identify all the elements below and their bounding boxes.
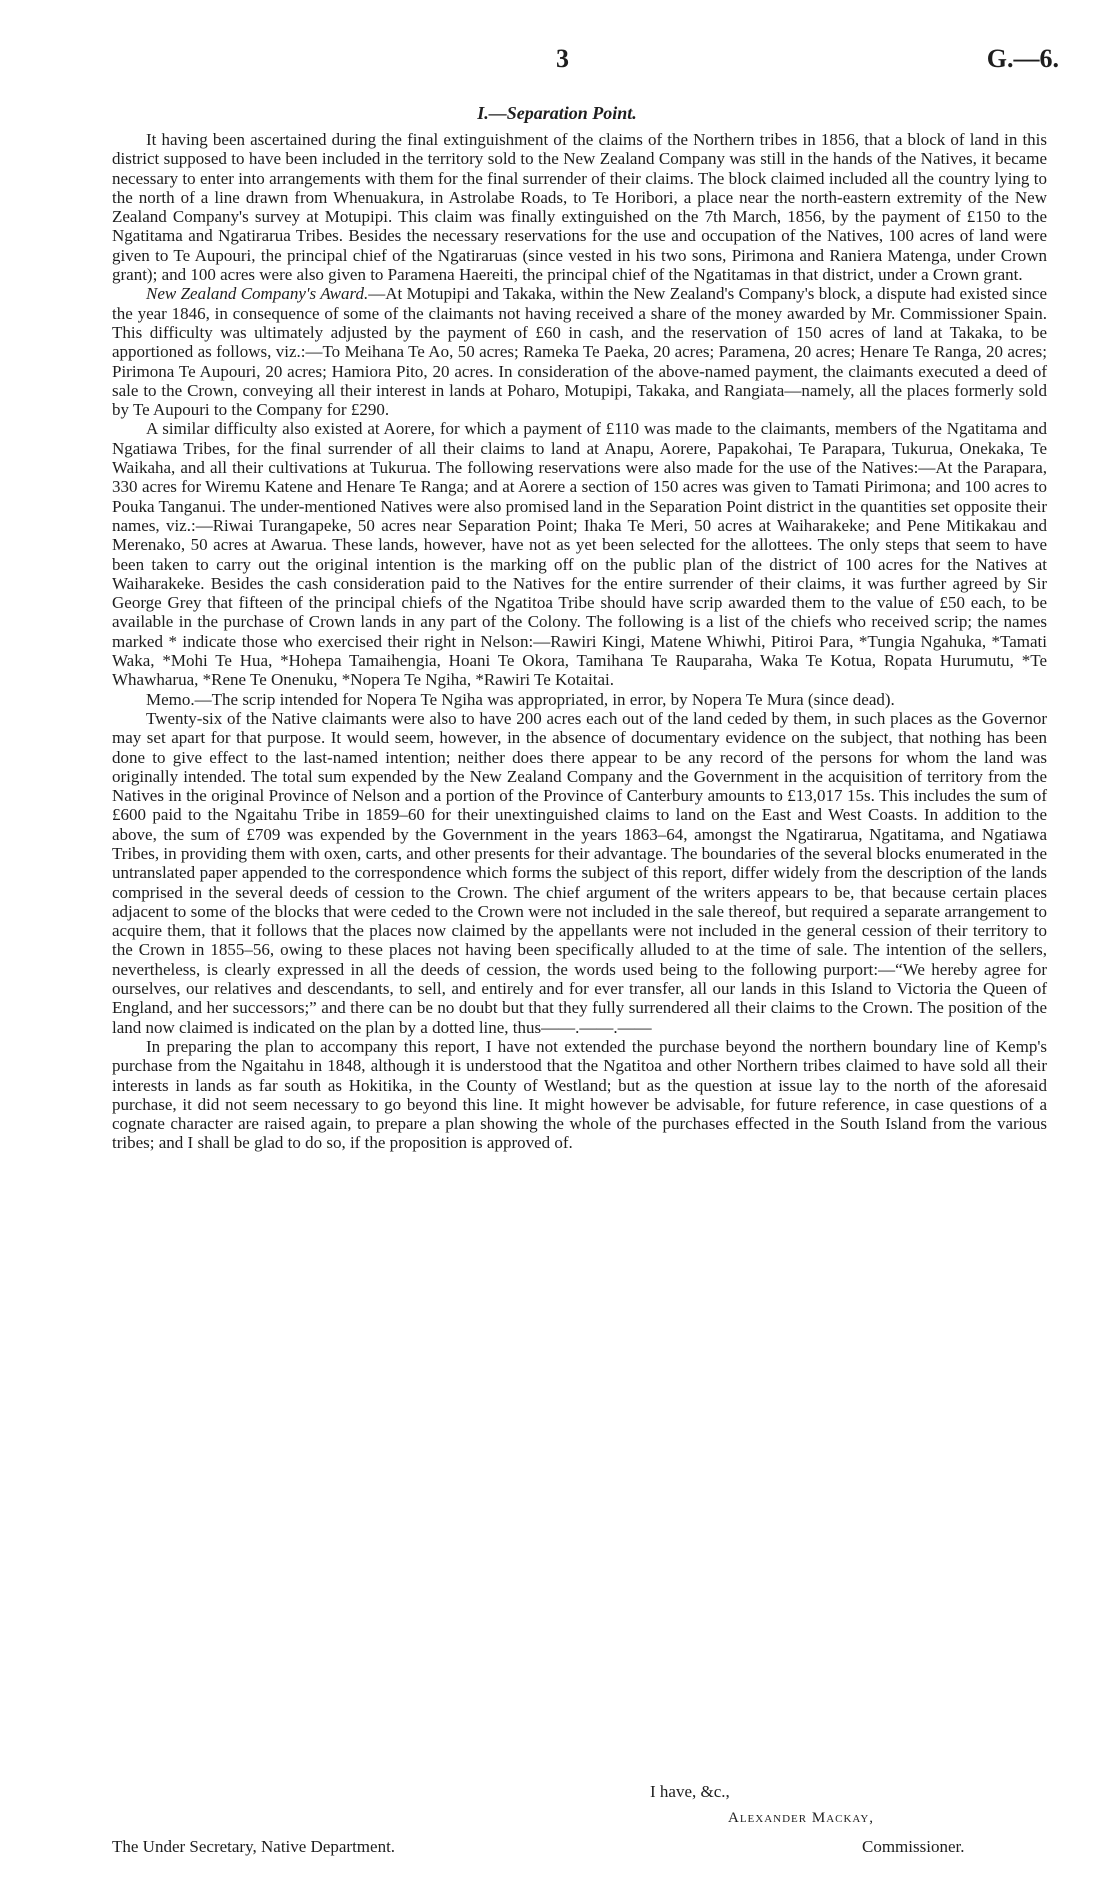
addressee: The Under Secretary, Native Department. <box>112 1837 396 1856</box>
paragraph-native-claimants: Twenty-six of the Native claimants were also to have 200 acres each out of the land ceded by them, in such places as the Governor may set apart for that purpose. It would seem, however, in the absence of documentary evidence on the subject, that nothing has been done to give effect to the last-named intention; neither does there appear to be any record of the persons for whom the land was originally intended. The total sum expended by the New Zealand Company and the Government in the acquisition of territory from the Natives in the original Province of Nelson and a portion of the Province of Canterbury amounts to £13,017 15s. This includes the sum of £600 paid to the Ngaitahu Tribe in 1859–60 for their unextinguished claims to land on the East and West Coasts. In addition to the above, the sum of £709 was expended by the Government in the years 1863–64, amongst the Ngatirarua, Ngatitama, and Ngatiawa Tribes, in providing them with oxen, carts, and other presents for their advantage. The boundaries of the several blocks enumerated in the untranslated paper appended to the correspondence which forms the subject of this report, differ widely from the description of the lands comprised in the several deeds of cession to the Crown. The chief argument of the writers appears to be, that because certain places adjacent to some of the blocks that were ceded to the Crown were not included in the sale thereof, but required a separate arrangement to acquire them, that it follows that the places now claimed by the appellants were not included in the general cession of their territory to the Crown in 1855–56, owing to these places not having been specifically alluded to at the time of sale. The intention of the sellers, nevertheless, is clearly expressed in all the deeds of cession, the words used being to the following purport:—“We hereby agree for ourselves, our relatives and descendants, to sell, and entirely and for ever transfer, all our lands in this Island to Victoria the Queen of England, and her successors;” and there can be no doubt but that they fully surrendered all their claims to the Crown. The position of the land now claimed is indicated on the plan by a dotted line, thus——.——.—— <box>112 708 1047 1037</box>
document-reference: G.—6. <box>986 44 1059 73</box>
report-body <box>112 130 1047 1153</box>
signatory-title: Commissioner. <box>862 1837 965 1856</box>
section-heading: I.—Separation Point. <box>477 103 637 123</box>
signatory-name: Alexander Mackay, <box>728 1810 875 1826</box>
paragraph-company-award-text: —At Motupipi and Takaka, within the New Zealand's Company's block, a dispute had existed since the year 1846, in consequence of some of the claimants not having received a share of the money awarded by Mr. Commissioner Spain. This difficulty was ultimately adjusted by the payment of £60 in cash, and the reservation of 150 acres of land at Takaka, to be apportioned as follows, viz.:—To Meihana Te Ao, 50 acres; Rameka Te Paeka, 20 acres; Paramena, 20 acres; Henare Te Ranga, 20 acres; Pirimona Te Aupouri, 20 acres; Hamiora Pito, 20 acres. In consideration of the above-named payment, the claimants executed a deed of sale to the Crown, conveying all their interest in lands at Poharo, Motupipi, Takaka, and Rangiata—namely, all the places formerly sold by Te Aupouri to the Company for £290. <box>112 284 1047 420</box>
paragraph-aorere: A similar difficulty also existed at Aorere, for which a payment of £110 was made to the claimants, members of the Ngatitama and Ngatiawa Tribes, for the final surrender of all their claims to land at Anapu, Aorere, Papakohai, Te Parapara, Tukurua, Onekaka, Te Waikaha, and all their cultivations at Tukurua. The following reservations were also made for the use of the Natives:—At the Parapara, 330 acres for Wiremu Katene and Henare Te Ranga; and at Aorere a section of 150 acres was given to Tamati Pirimona; and 100 acres to Pouka Tanganui. The under-mentioned Natives were also promised land in the Separation Point district in the quantities set opposite their names, viz.:—Riwai Turangapeke, 50 acres near Separation Point; Ihaka Te Meri, 50 acres at Waiharakeke; and Pene Mitikakau and Merenako, 50 acres at Awarua. These lands, however, have not as yet been selected for the allottees. The only steps that seem to have been taken to carry out the original intention is the marking off on the public plan of the district of 100 acres for the Natives at Waiharakeke. Besides the cash consideration paid to the Natives for the entire surrender of their claims, it was further agreed by Sir George Grey that fifteen of the principal chiefs of the Ngatitoa Tribe should have scrip awarded them to the value of £50 each, to be available in the purchase of Crown lands in any part of the Colony. The following is a list of the chiefs who received scrip; the names marked * indicate those who exercised their right in Nelson:—Rawiri Kingi, Matene Whiwhi, Pitiroi Para, *Tungia Ngahuka, *Tamati Waka, *Mohi Te Hua, *Hohepa Tamaihengia, Hoani Te Okora, Tamihana Te Rauparaha, Waka Te Kotua, Ropata Hurumutu, *Te Whawharua, *Rene Te Onenuku, *Nopera Te Ngiha, *Rawiri Te Kotaitai. <box>112 419 1047 690</box>
letter-closing: I have, &c., <box>650 1782 730 1801</box>
paragraph-memo: Memo.—The scrip intended for Nopera Te Ngiha was appropriated, in error, by Nopera Te Mura (since dead). <box>146 689 895 709</box>
paragraph-plan: In preparing the plan to accompany this report, I have not extended the purchase beyond the northern boundary line of Kemp's purchase from the Ngaitahu in 1848, although it is understood that the Ngatitoa and other Northern tribes claimed to have sold all their interests in lands as far south as Hokitika, in the County of Westland; but as the question at issue lay to the north of the aforesaid purchase, it did not seem necessary to go beyond this line. It might however be advisable, for future reference, in case questions of a cognate character are raised again, to prepare a plan showing the whole of the purchases effected in the South Island from the various tribes; and I shall be glad to do so, if the proposition is approved of. <box>112 1036 1047 1153</box>
paragraph-side-heading: New Zealand Company's Award. <box>146 284 369 304</box>
paragraph-separation-point-claims: It having been ascertained during the final extinguishment of the claims of the Northern tribes in 1856, that a block of land in this district supposed to have been included in the territory sold to the New Zealand Company was still in the hands of the Natives, it became necessary to enter into arrangements with them for the final surrender of their claims. The block claimed included all the country lying to the north of a line drawn from Whenuakura, in Astrolabe Roads, to Te Horibori, a place near the north-eastern extremity of the New Zealand Company's survey at Motupipi. This claim was finally extinguished on the 7th March, 1856, by the payment of £150 to the Ngatitama and Ngatirarua Tribes. Besides the necessary reservations for the use and occupation of the Natives, 100 acres of land were given to Te Aupouri, the principal chief of the Ngatiraruas (since vested in his two sons, Pirimona and Raniera Matenga, under Crown grant); and 100 acres were also given to Paramena Haereiti, the principal chief of the Ngatitamas in that district, under a Crown grant. <box>112 130 1047 285</box>
page-number: 3 <box>556 44 569 73</box>
paragraph-company-award <box>112 284 1047 419</box>
